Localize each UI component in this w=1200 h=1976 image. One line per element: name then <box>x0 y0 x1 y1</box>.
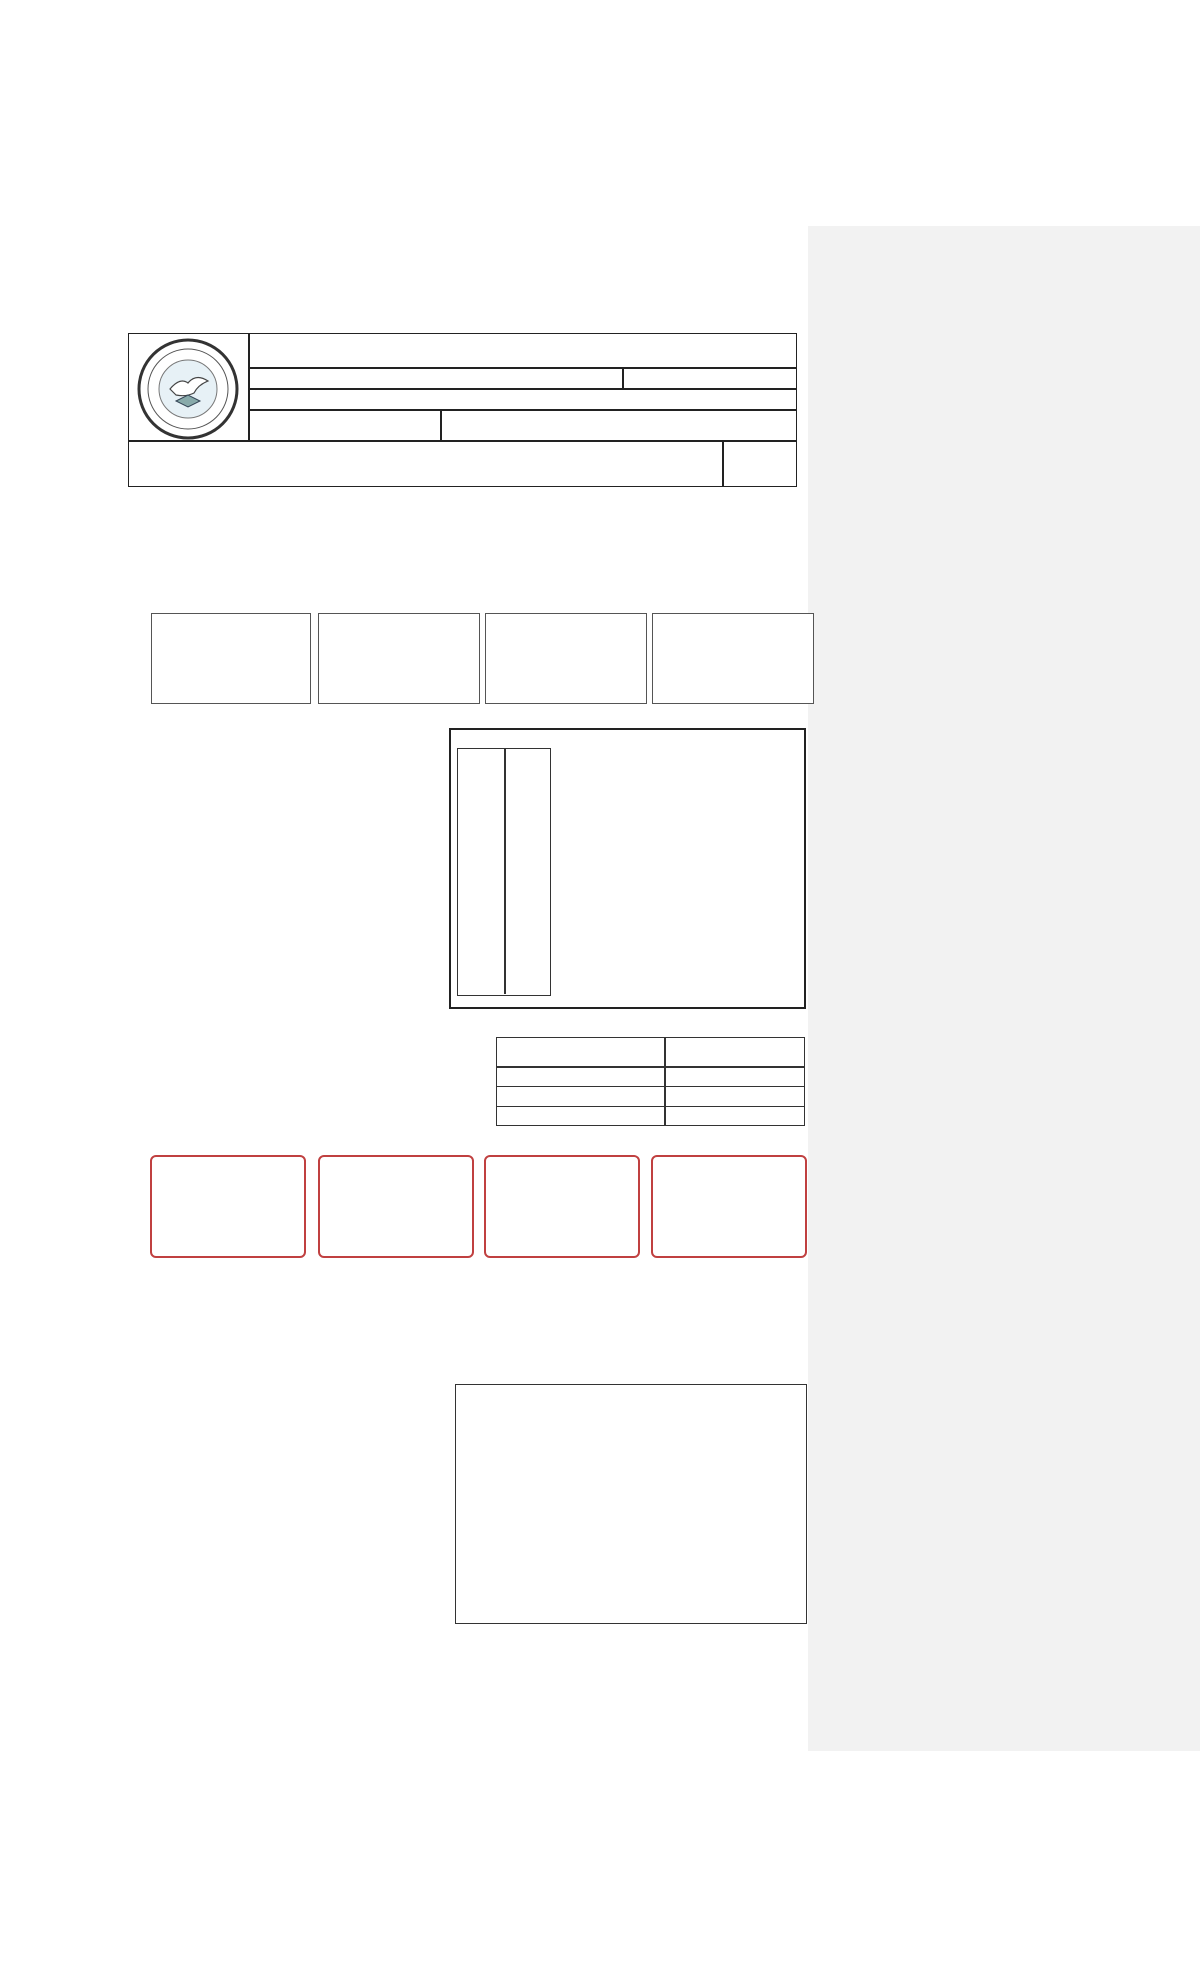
comment-pane <box>808 226 1200 1751</box>
q3-graph-IV <box>651 1155 807 1258</box>
q1-graph-a <box>151 613 311 704</box>
group-value <box>740 461 795 483</box>
student-name-field <box>133 441 433 463</box>
q3-table-header-usuarios <box>665 1038 804 1066</box>
school-logo <box>136 337 240 441</box>
q2-figure <box>449 728 806 1009</box>
q3-graph-I <box>150 1155 306 1258</box>
grade-field <box>250 410 440 430</box>
group-label <box>725 441 795 463</box>
teacher-field <box>250 389 796 409</box>
q3-table-header-marca <box>497 1038 665 1066</box>
q2-table <box>457 748 551 996</box>
q1-graph-d <box>652 613 814 704</box>
q3-graph-III <box>484 1155 640 1258</box>
cine-chart <box>456 1385 805 1622</box>
q3-graph-II <box>318 1155 474 1258</box>
familias-chart <box>556 738 801 1006</box>
cine-figure <box>455 1384 807 1624</box>
period-field <box>666 368 796 388</box>
q1-graph-b <box>318 613 480 704</box>
q1-graph-c <box>485 613 647 704</box>
q3-table <box>496 1037 805 1126</box>
school-title <box>250 334 797 367</box>
date-field <box>442 410 642 430</box>
exam-field <box>250 368 622 388</box>
